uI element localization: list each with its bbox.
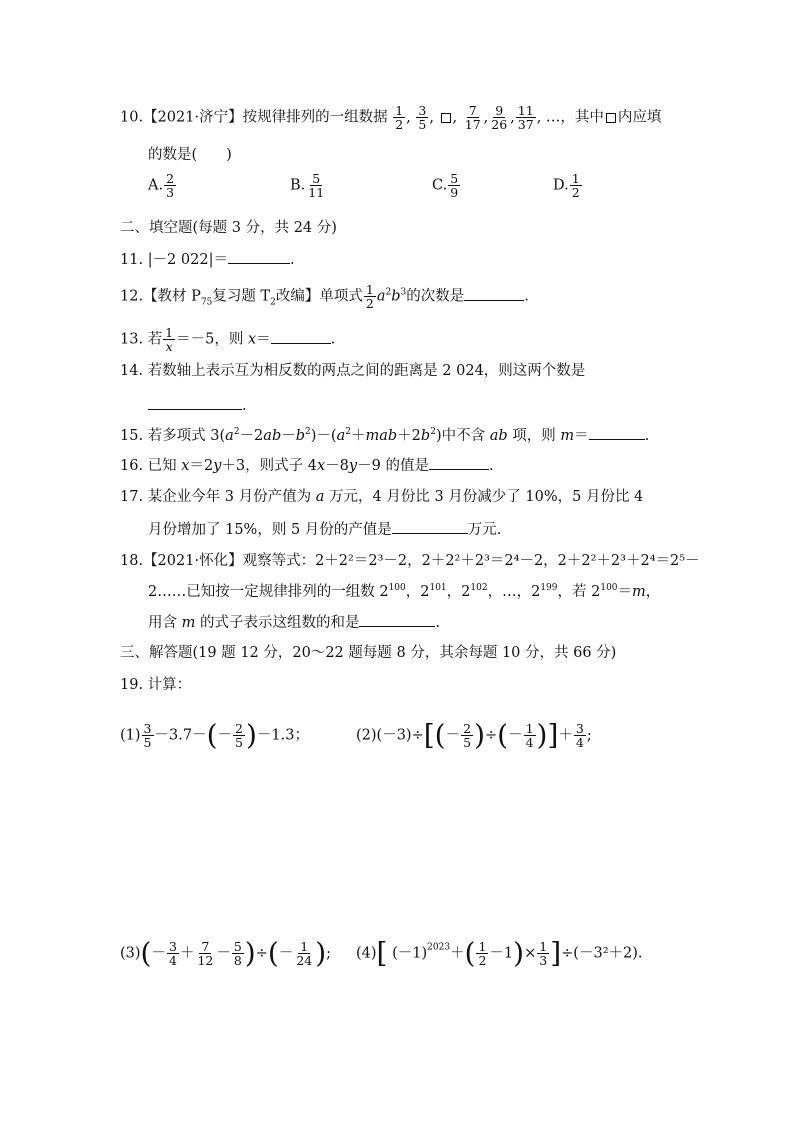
answer-blank[interactable] — [589, 425, 645, 440]
question-text: 按规律排列的一组数据 — [242, 109, 388, 126]
question-17: 17. 某企业今年 3 月份产值为 a 万元，4 月份比 3 月份减少了 10%，5 月份比 4 — [120, 489, 644, 505]
question-16: 16. 已知 x＝2y＋3，则式子 4x－8y－9 的值是 . — [120, 455, 494, 476]
answer-blank[interactable] — [464, 286, 524, 301]
blank-square-icon — [441, 113, 451, 123]
question-13: 13. 若 $\frac{1}{x}$ ＝－5，则 x＝ . — [120, 325, 336, 354]
source-tag: 【2021·济宁】 — [143, 109, 243, 126]
question-text: …，其中 — [545, 109, 604, 126]
question-15: 15. 若多项式 $3(a^2-2ab-b^2)-(a^2+mab+2b^2)$中不含 ab 项，则 m＝ . — [120, 425, 649, 446]
calc-part-1: (1) $\frac{3}{5}$ －3.7－(－ $\frac{2}{5}$ )－1.3； — [120, 718, 309, 752]
question-18: 18.【2021·怀化】观察等式：2＋2²＝2³－2，2＋2²＋2³＝2⁴－2，2＋2²＋2³＋2⁴＝2⁵－ — [120, 553, 700, 569]
section-heading-3: 三、解答题(19 题 12 分，20～22 题每题 8 分，其余每题 10 分，共 66 分) — [120, 645, 617, 661]
calc-part-2: (2)(－3)÷[(－ $\frac{2}{5}$ )÷(－ $\frac{1}{4}$ )]＋ $\frac{3}{4}$ ; — [356, 718, 592, 752]
question-10: 10.【2021·济宁】按规律排列的一组数据 $\frac{1}{2}$ , $\frac{3}{5}$ , , $\frac{7}{17}$ , $\frac{9}{26}$ , $\frac{11}{37}$ , …，其中 内应填 — [120, 103, 662, 132]
question-18-cont2: 用含 m 的式子表示这组数的和是 . — [148, 612, 440, 633]
answer-blank[interactable] — [228, 249, 290, 264]
option-c: C. $\frac{5}{9}$ — [432, 171, 459, 200]
section-heading-2: 二、填空题(每题 3 分，共 24 分) — [120, 220, 337, 236]
question-number: 10. — [120, 109, 144, 126]
question-11: 11. |－2 022|＝ . — [120, 249, 295, 270]
seq-frac-5: $\frac{11}{37}$ — [517, 103, 534, 132]
question-17-cont: 月份增加了 15%，则 5 月份的产值是 万元. — [148, 519, 501, 540]
question-14: 14. 若数轴上表示互为相反数的两点之间的距离是 2 024，则这两个数是 — [120, 363, 586, 379]
answer-blank[interactable] — [148, 395, 242, 410]
option-b: B. $\frac{5}{11}$ — [290, 171, 325, 200]
calc-part-4: (4)[ $(-1)^{2023}+$( $\frac{1}{2}$ －1)× $\frac{1}{3}$ ]÷(－3²＋2). — [356, 936, 643, 970]
question-18-cont: 2……已知按一定规律排列的一组数 $2^{100}$，$2^{101}$，$2^{102}$，…，$2^{199}$，若 $2^{100}=m$， — [148, 583, 661, 600]
question-10-cont: 的数是( ) — [148, 147, 232, 163]
question-19: 19. 计算： — [120, 677, 192, 693]
answer-blank[interactable] — [359, 612, 435, 627]
answer-blank[interactable] — [392, 519, 468, 534]
seq-frac-1: $\frac{1}{2}$ — [395, 103, 404, 132]
answer-blank[interactable] — [429, 455, 489, 470]
option-a: A. $\frac{2}{3}$ — [148, 171, 175, 200]
seq-frac-2: $\frac{3}{5}$ — [418, 103, 427, 132]
seq-frac-3: $\frac{7}{17}$ — [464, 103, 481, 132]
question-14-cont: . — [148, 395, 247, 416]
seq-frac-4: $\frac{9}{26}$ — [491, 103, 508, 132]
option-d: D. $\frac{1}{2}$ — [553, 171, 580, 200]
question-text: 内应填 — [617, 109, 662, 126]
question-12: 12.【教材 $P_{75}$复习题 $T_2$改编】单项式 $\frac{1}{2}$ $a^2b^3$的次数是 . — [120, 282, 529, 311]
calc-part-3: (3)(－ $\frac{3}{4}$ ＋ $\frac{7}{12}$ － $\frac{5}{8}$ )÷(－ $\frac{1}{24}$ ); — [120, 936, 332, 970]
blank-square-icon — [606, 113, 616, 123]
answer-blank[interactable] — [271, 329, 331, 344]
